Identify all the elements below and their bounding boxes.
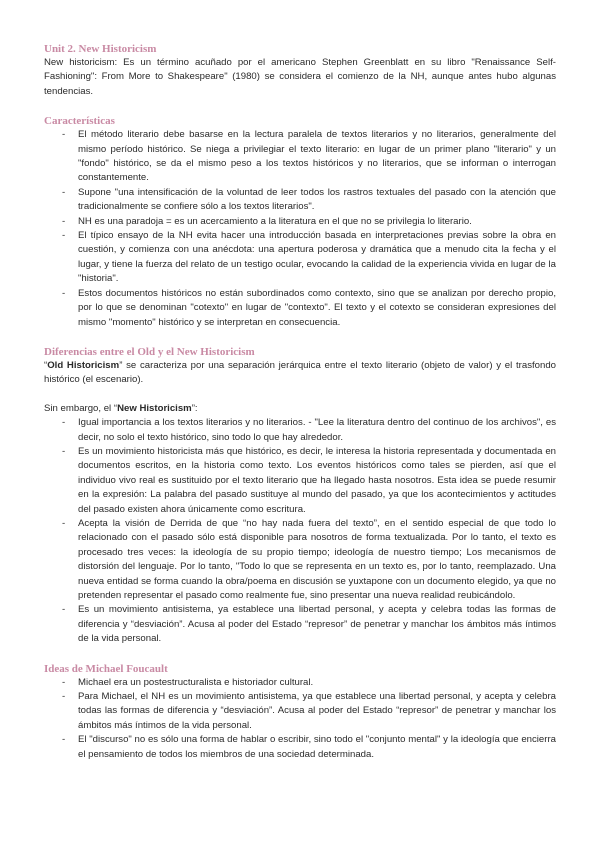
old-historicism-term: Old Historicism [47,359,120,371]
bullet-dash: - [62,734,66,746]
bullet-dash: - [62,517,66,529]
document-page [44,42,556,762]
bullet-dash: - [62,676,66,688]
list-item: - El "discurso" no es sólo una forma de hablar o escribir, sino todo el "conjunto mental" y la ideología que encierra el pensamiento de todos los miembros de una sociedad determinada. [62,734,556,760]
caracteristicas-list [44,128,556,330]
bullet-dash: - [62,604,66,616]
bullet-dash: - [62,445,66,457]
list-item: - Es un movimiento historicista más que histórico, es decir, le interesa la historia representada y documentada en documentos escritos, en la historia como texto. Los eventos históricos como tales se pierden, así que el individuo vivo real es sustituido por el texto literario que ha llegado hasta nosotros. Esta idea se puede resumir en la expresión: La palabra del pasado sustituye al mundo del pasado, ya que los acontecimientos y actitudes del pasado existen ahora únicamente como escritura. [62,445,556,515]
list-item: - Es un movimiento antisistema, ya establece una libertad personal, y acepta y celebra todas las formas de diferencia y “desviación”. Acusa al poder del Estado “represor” de penetrar y manchar los ámbitos más íntimos de la vida personal. [62,604,556,645]
diferencias-list [44,416,556,647]
list-item: - Igual importancia a los textos literarios y no literarios. - "Lee la literatura dentro del continuo de los archivos", es decir, no solo el texto histórico, sino todo lo que hay alrededor. [62,417,556,443]
bullet-dash: - [62,129,66,141]
list-item: - El método literario debe basarse en la lectura paralela de textos literarios y no literarios, generalmente del mismo período histórico. Se niega a privilegiar el texto literario: en lugar de un primer plano "literario" y un "fondo" histórico, se da el mismo peso a los textos históricos y no literarios, que se informan o interrogan constantemente. [62,129,556,184]
section-title-diferencias: Diferencias entre el Old y el New Historicism [44,345,255,358]
list-item: - NH es una paradoja = es un acercamiento a la literatura en el que no se privilegia lo literario. [44,215,556,229]
list-item: - Estos documentos históricos no están subordinados como contexto, sino que se analizan por derecho propio, por lo que se denominan "cotexto" en lugar de "contexto". El texto y el cotexto se consideran expresiones del mismo "momento" histórico y se interpretan en consecuencia. [62,287,556,328]
bullet-dash: - [62,186,66,198]
unit-title: Unit 2. New Historicism [44,43,157,55]
spacer [44,388,556,402]
list-item: - Para Michael, el NH es un movimiento antisistema, ya que establece una libertad personal, y acepta y celebra todas las formas de diferencia y “desviación”. Acusa al poder del Estado “represor” de penetrar y manchar los ámbitos más íntimos de la vida personal. [62,691,556,731]
section-title-caracteristicas: Características [44,115,115,128]
section-title-foucault: Ideas de Michael Foucault [44,662,168,675]
bullet-dash: - [62,215,66,227]
bullet-dash: - [62,287,66,299]
list-item: - El típico ensayo de la NH evita hacer una introducción basada en interpretaciones previas sobre la obra en cuestión, y comienza con una anécdota: una apertura poderosa y dramática que a menudo cita la fecha y el lugar, y tiene la fuerza del relato de un testigo ocular, evocando la calidad de la experiencia vivida en lugar de la "historia". [62,230,556,285]
unit-intro: New historicism: Es un término acuñado por el americano Stephen Greenblatt en su libro "Renaissance Self-Fashioning": From More to Shakespeare" (1980) se considera el comienzo de la NH, aunque antes hubo algunas tendencias. [44,57,556,97]
list-item: - Acepta la visión de Derrida de que “no hay nada fuera del texto”, en el sentido especial de que todo lo relacionado con el pasado sólo está disponible para nosotros de forma textualizada. Por lo tanto, el texto es procesado tres veces: la ideología de su propio tiempo; ideología de nuestro tiempo; Los mecanismos de distorsión del lenguaje. Por lo tanto, "Todo lo que se representa en un texto es, por lo tanto, reemplazado. Una nueva entidad se forma cuando la obra/poema en discusión se yuxtapone con un documento elegido, ya que no pretenden representar el pasado como realmente fue, sino presentar una nueva realidad reubicándolo. [62,517,556,601]
list-item: - Supone "una intensificación de la voluntad de leer todos los rastros textuales del pasado con la atención que tradicionalmente se confiere sólo a los textos literarios". [62,186,556,213]
new-historicism-term: New Historicism [117,402,192,414]
bullet-dash: - [62,230,66,242]
new-historicism-intro: Sin embargo, el “New Historicism”: [44,402,198,414]
bullet-dash: - [62,417,66,429]
bullet-dash: - [62,691,66,703]
list-item: - Michael era un postestructuralista e historiador cultural. [44,676,556,690]
foucault-list [44,676,556,762]
old-historicism-paragraph: “Old Historicism” se caracteriza por una separación jerárquica entre el texto literario (objeto de valor) y el trasfondo histórico (el escenario). [44,359,556,386]
